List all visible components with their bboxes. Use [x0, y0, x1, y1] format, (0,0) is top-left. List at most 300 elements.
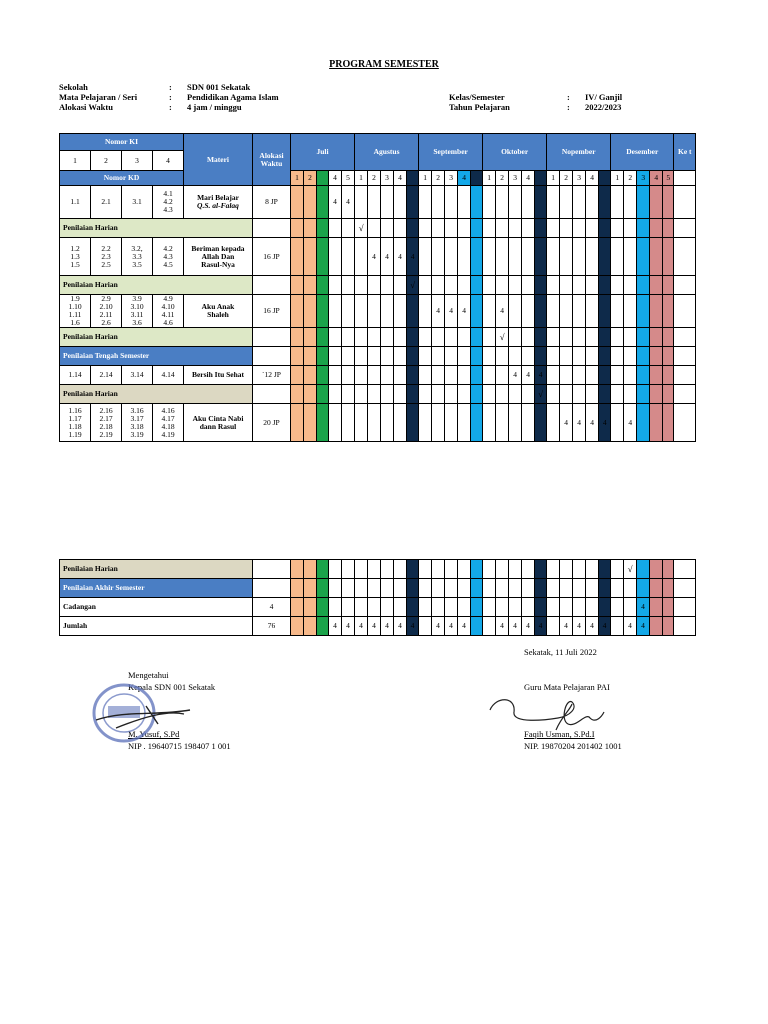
- week-cell: [509, 219, 522, 238]
- week-cell: [624, 276, 637, 295]
- week-cell: [291, 366, 304, 385]
- week-number: 3: [381, 171, 394, 186]
- week-cell: [573, 366, 586, 385]
- week-cell: [573, 598, 586, 617]
- info-colon: :: [169, 92, 172, 102]
- week-cell: [586, 295, 599, 328]
- info-row: [59, 92, 279, 102]
- week-cell: [471, 560, 483, 579]
- week-cell: 4: [496, 617, 509, 636]
- week-cell: [637, 366, 650, 385]
- week-cell: [663, 328, 674, 347]
- ki-number: 4: [153, 151, 184, 171]
- week-cell: [317, 579, 329, 598]
- week-cell: [483, 347, 496, 366]
- week-number: [407, 171, 419, 186]
- week-cell: [637, 560, 650, 579]
- week-cell: [586, 579, 599, 598]
- week-cell: [586, 328, 599, 347]
- week-cell: [445, 366, 458, 385]
- info-value: 2022/2023: [585, 102, 622, 112]
- week-cell: [535, 219, 547, 238]
- week-cell: [509, 598, 522, 617]
- week-cell: [419, 347, 432, 366]
- assessment-label: Penilaian Tengah Semester: [60, 347, 253, 366]
- ket-cell: [674, 238, 696, 276]
- week-cell: [317, 238, 329, 276]
- week-cell: 4: [342, 617, 355, 636]
- week-cell: 4: [355, 617, 368, 636]
- week-cell: [329, 347, 342, 366]
- week-cell: [471, 617, 483, 636]
- week-cell: [471, 238, 483, 276]
- teacher-name: Faqih Usman, S.Pd.I: [524, 729, 595, 739]
- week-cell: [458, 598, 471, 617]
- week-cell: [445, 404, 458, 442]
- materi-cell: Beriman kepada Allah Dan Rasul-Nya: [184, 238, 253, 276]
- ket-cell: [674, 219, 696, 238]
- week-cell: 4: [458, 295, 471, 328]
- teacher-nip: NIP. 19870204 201402 1001: [524, 741, 622, 751]
- week-number: 4: [458, 171, 471, 186]
- week-cell: 4: [432, 617, 445, 636]
- week-cell: [304, 276, 317, 295]
- alokasi-cell: 20 JP: [253, 404, 291, 442]
- week-cell: [560, 347, 573, 366]
- week-cell: [509, 347, 522, 366]
- ket-cell: [674, 598, 696, 617]
- week-cell: [599, 186, 611, 219]
- week-cell: 4: [573, 404, 586, 442]
- week-cell: [573, 295, 586, 328]
- week-cell: [419, 276, 432, 295]
- week-cell: [663, 617, 674, 636]
- week-cell: [509, 404, 522, 442]
- week-cell: √: [535, 385, 547, 404]
- week-cell: [509, 186, 522, 219]
- week-cell: [419, 560, 432, 579]
- week-cell: [637, 238, 650, 276]
- week-cell: [317, 295, 329, 328]
- info-value: Pendidikan Agama Islam: [187, 92, 279, 102]
- week-cell: [624, 598, 637, 617]
- info-value: SDN 001 Sekatak: [187, 82, 251, 92]
- summary-alokasi: 4: [253, 598, 291, 617]
- week-cell: [355, 295, 368, 328]
- week-cell: [317, 366, 329, 385]
- summary-label: Penilaian Harian: [60, 560, 253, 579]
- week-cell: [407, 598, 419, 617]
- week-cell: [560, 295, 573, 328]
- week-cell: [483, 560, 496, 579]
- summary-row: [60, 560, 696, 579]
- alokasi-cell: [253, 328, 291, 347]
- week-cell: √: [355, 219, 368, 238]
- week-cell: [560, 328, 573, 347]
- week-cell: [560, 579, 573, 598]
- summary-row: [60, 598, 696, 617]
- info-label: Alokasi Waktu: [59, 102, 113, 112]
- week-cell: [432, 238, 445, 276]
- week-cell: 4: [445, 617, 458, 636]
- header-row: [60, 134, 696, 151]
- week-cell: [329, 560, 342, 579]
- week-cell: [471, 295, 483, 328]
- week-cell: [547, 598, 560, 617]
- week-cell: [547, 404, 560, 442]
- week-cell: [483, 617, 496, 636]
- week-cell: [650, 276, 663, 295]
- week-cell: 4: [535, 366, 547, 385]
- week-cell: [547, 276, 560, 295]
- week-cell: [355, 276, 368, 295]
- week-cell: [458, 186, 471, 219]
- week-cell: [368, 579, 381, 598]
- week-cell: [458, 219, 471, 238]
- week-cell: [368, 276, 381, 295]
- week-cell: [355, 385, 368, 404]
- week-cell: [496, 579, 509, 598]
- month-header: Agustus: [355, 134, 419, 171]
- week-cell: [599, 276, 611, 295]
- week-cell: 4: [522, 366, 535, 385]
- week-cell: [599, 560, 611, 579]
- week-cell: [407, 295, 419, 328]
- week-cell: [419, 328, 432, 347]
- week-cell: [368, 598, 381, 617]
- table-row: [60, 404, 696, 442]
- week-cell: [342, 560, 355, 579]
- week-cell: [419, 186, 432, 219]
- alokasi-cell: [253, 276, 291, 295]
- week-cell: 4: [509, 617, 522, 636]
- week-cell: [304, 186, 317, 219]
- kd-cell: 3.1: [122, 186, 153, 219]
- week-cell: [663, 598, 674, 617]
- week-cell: [509, 560, 522, 579]
- week-cell: [483, 295, 496, 328]
- week-cell: [407, 560, 419, 579]
- week-cell: 4: [509, 366, 522, 385]
- week-cell: [329, 219, 342, 238]
- week-cell: [381, 560, 394, 579]
- week-cell: [304, 219, 317, 238]
- week-cell: [458, 238, 471, 276]
- week-cell: [509, 276, 522, 295]
- week-cell: [509, 238, 522, 276]
- week-cell: [611, 328, 624, 347]
- week-cell: [483, 598, 496, 617]
- week-cell: [329, 579, 342, 598]
- table-row: [60, 347, 696, 366]
- week-cell: [445, 560, 458, 579]
- week-number: 1: [419, 171, 432, 186]
- week-cell: [381, 295, 394, 328]
- week-cell: [342, 219, 355, 238]
- assessment-label: Penilaian Harian: [60, 276, 253, 295]
- kd-cell: 4.9 4.10 4.11 4.6: [153, 295, 184, 328]
- week-cell: [650, 186, 663, 219]
- week-cell: [535, 276, 547, 295]
- week-cell: [329, 385, 342, 404]
- week-cell: [291, 295, 304, 328]
- week-cell: [304, 617, 317, 636]
- alokasi-cell: [253, 385, 291, 404]
- week-cell: [432, 276, 445, 295]
- week-cell: [522, 328, 535, 347]
- week-cell: [535, 560, 547, 579]
- week-cell: [560, 560, 573, 579]
- week-cell: [304, 404, 317, 442]
- week-cell: [317, 219, 329, 238]
- week-cell: [586, 560, 599, 579]
- week-cell: [573, 276, 586, 295]
- table-row: [60, 295, 696, 328]
- kd-cell: 3.14: [122, 366, 153, 385]
- week-cell: [368, 366, 381, 385]
- week-cell: [586, 598, 599, 617]
- week-cell: [291, 219, 304, 238]
- week-cell: [471, 385, 483, 404]
- week-cell: [547, 328, 560, 347]
- week-cell: [611, 295, 624, 328]
- info-label: Mata Pelajaran / Seri: [59, 92, 138, 102]
- week-cell: [432, 404, 445, 442]
- week-cell: [329, 598, 342, 617]
- kd-cell: 2.16 2.17 2.18 2.19: [91, 404, 122, 442]
- week-cell: [432, 579, 445, 598]
- week-cell: [522, 579, 535, 598]
- week-cell: [291, 579, 304, 598]
- summary-alokasi: 76: [253, 617, 291, 636]
- week-cell: [381, 347, 394, 366]
- week-cell: [663, 347, 674, 366]
- alokasi-cell: [253, 347, 291, 366]
- week-cell: [304, 238, 317, 276]
- assessment-label: Penilaian Harian: [60, 328, 253, 347]
- week-cell: [329, 404, 342, 442]
- info-colon: :: [567, 92, 570, 102]
- week-cell: [496, 186, 509, 219]
- header-row: [60, 171, 696, 186]
- alokasi-cell: [253, 219, 291, 238]
- kd-cell: 1.2 1.3 1.5: [60, 238, 91, 276]
- week-cell: [637, 186, 650, 219]
- week-cell: [650, 328, 663, 347]
- week-cell: [342, 238, 355, 276]
- ket-cell: [674, 171, 696, 186]
- week-cell: [611, 238, 624, 276]
- teacher-title: Guru Mata Pelajaran PAI: [524, 682, 610, 692]
- week-cell: [637, 347, 650, 366]
- week-cell: 4: [368, 617, 381, 636]
- week-cell: [432, 598, 445, 617]
- week-cell: [471, 186, 483, 219]
- week-cell: [355, 238, 368, 276]
- week-cell: [663, 238, 674, 276]
- week-cell: [560, 238, 573, 276]
- week-cell: [599, 238, 611, 276]
- week-cell: 4: [329, 186, 342, 219]
- week-cell: [419, 238, 432, 276]
- week-cell: [329, 328, 342, 347]
- week-cell: √: [407, 276, 419, 295]
- week-cell: [611, 276, 624, 295]
- week-cell: 4: [586, 404, 599, 442]
- week-number: 4: [586, 171, 599, 186]
- week-cell: [496, 404, 509, 442]
- week-cell: [560, 598, 573, 617]
- week-cell: [381, 328, 394, 347]
- week-cell: [611, 598, 624, 617]
- week-cell: [535, 186, 547, 219]
- week-cell: [471, 276, 483, 295]
- week-cell: 4: [458, 617, 471, 636]
- week-cell: [407, 219, 419, 238]
- week-cell: [483, 404, 496, 442]
- week-cell: [547, 238, 560, 276]
- week-cell: [586, 347, 599, 366]
- week-cell: 4: [599, 617, 611, 636]
- week-number: 5: [342, 171, 355, 186]
- principal-name: M. Yusuf, S.Pd: [128, 729, 180, 739]
- table-row: [60, 219, 696, 238]
- week-number: 2: [560, 171, 573, 186]
- week-cell: [419, 366, 432, 385]
- week-number: [535, 171, 547, 186]
- week-cell: [355, 366, 368, 385]
- kd-cell: 1.16 1.17 1.18 1.19: [60, 404, 91, 442]
- week-cell: [445, 385, 458, 404]
- week-cell: [342, 295, 355, 328]
- week-cell: [471, 328, 483, 347]
- ket-cell: [674, 404, 696, 442]
- principal-title: Kepala SDN 001 Sekatak: [128, 682, 216, 692]
- week-cell: [522, 598, 535, 617]
- week-cell: [663, 186, 674, 219]
- week-cell: [509, 328, 522, 347]
- week-cell: 4: [586, 617, 599, 636]
- week-cell: [522, 219, 535, 238]
- week-cell: [483, 366, 496, 385]
- week-cell: [291, 598, 304, 617]
- week-cell: [407, 579, 419, 598]
- week-cell: 4: [573, 617, 586, 636]
- week-cell: [304, 579, 317, 598]
- week-cell: [483, 328, 496, 347]
- week-cell: [317, 276, 329, 295]
- week-cell: [342, 328, 355, 347]
- week-cell: [522, 404, 535, 442]
- summary-row: [60, 579, 696, 598]
- week-number: 1: [483, 171, 496, 186]
- week-number: 1: [611, 171, 624, 186]
- week-cell: [599, 347, 611, 366]
- table-row: [60, 385, 696, 404]
- week-cell: [394, 404, 407, 442]
- week-cell: [611, 219, 624, 238]
- week-cell: [445, 598, 458, 617]
- week-cell: 4: [407, 617, 419, 636]
- week-cell: [547, 617, 560, 636]
- table-row: [60, 238, 696, 276]
- week-cell: [522, 385, 535, 404]
- week-cell: [407, 347, 419, 366]
- week-cell: [573, 219, 586, 238]
- info-right: [449, 92, 622, 112]
- week-cell: [611, 186, 624, 219]
- table-row: [60, 276, 696, 295]
- week-cell: 4: [381, 617, 394, 636]
- month-header: Oktober: [483, 134, 547, 171]
- week-cell: [471, 404, 483, 442]
- week-cell: [458, 347, 471, 366]
- week-cell: [560, 385, 573, 404]
- week-cell: [663, 385, 674, 404]
- week-cell: [547, 186, 560, 219]
- week-cell: [663, 219, 674, 238]
- week-cell: [342, 579, 355, 598]
- week-cell: [637, 404, 650, 442]
- week-cell: [381, 276, 394, 295]
- week-cell: [599, 366, 611, 385]
- info-colon: :: [169, 82, 172, 92]
- week-number: 3: [573, 171, 586, 186]
- kd-cell: 4.14: [153, 366, 184, 385]
- week-cell: [291, 238, 304, 276]
- week-number: 1: [291, 171, 304, 186]
- week-cell: [355, 560, 368, 579]
- week-cell: [547, 347, 560, 366]
- week-cell: [407, 186, 419, 219]
- week-number: 1: [355, 171, 368, 186]
- week-cell: [458, 366, 471, 385]
- week-cell: [547, 219, 560, 238]
- materi-cell: Aku Cinta Nabi dann Rasul: [184, 404, 253, 442]
- page-title: PROGRAM SEMESTER: [329, 59, 439, 70]
- summary-label: Cadangan: [60, 598, 253, 617]
- ki-number: 2: [91, 151, 122, 171]
- week-cell: [522, 276, 535, 295]
- ket-cell: [674, 186, 696, 219]
- week-cell: [368, 385, 381, 404]
- week-number: 4: [394, 171, 407, 186]
- week-cell: [394, 385, 407, 404]
- teacher-signature-image: [486, 690, 606, 735]
- week-cell: [599, 219, 611, 238]
- ket-header: Ke t: [674, 134, 696, 171]
- week-cell: 4: [599, 404, 611, 442]
- week-cell: [355, 347, 368, 366]
- week-cell: [496, 560, 509, 579]
- week-cell: [560, 276, 573, 295]
- info-label: Kelas/Semester: [449, 92, 505, 102]
- week-cell: [483, 385, 496, 404]
- month-header: Juli: [291, 134, 355, 171]
- week-cell: [445, 579, 458, 598]
- week-number: 2: [624, 171, 637, 186]
- week-cell: [650, 219, 663, 238]
- week-cell: [663, 404, 674, 442]
- week-cell: 4: [637, 617, 650, 636]
- week-cell: [432, 219, 445, 238]
- week-cell: [381, 186, 394, 219]
- kd-cell: 2.14: [91, 366, 122, 385]
- week-cell: [650, 598, 663, 617]
- week-number: 3: [445, 171, 458, 186]
- info-colon: :: [567, 102, 570, 112]
- ket-cell: [674, 366, 696, 385]
